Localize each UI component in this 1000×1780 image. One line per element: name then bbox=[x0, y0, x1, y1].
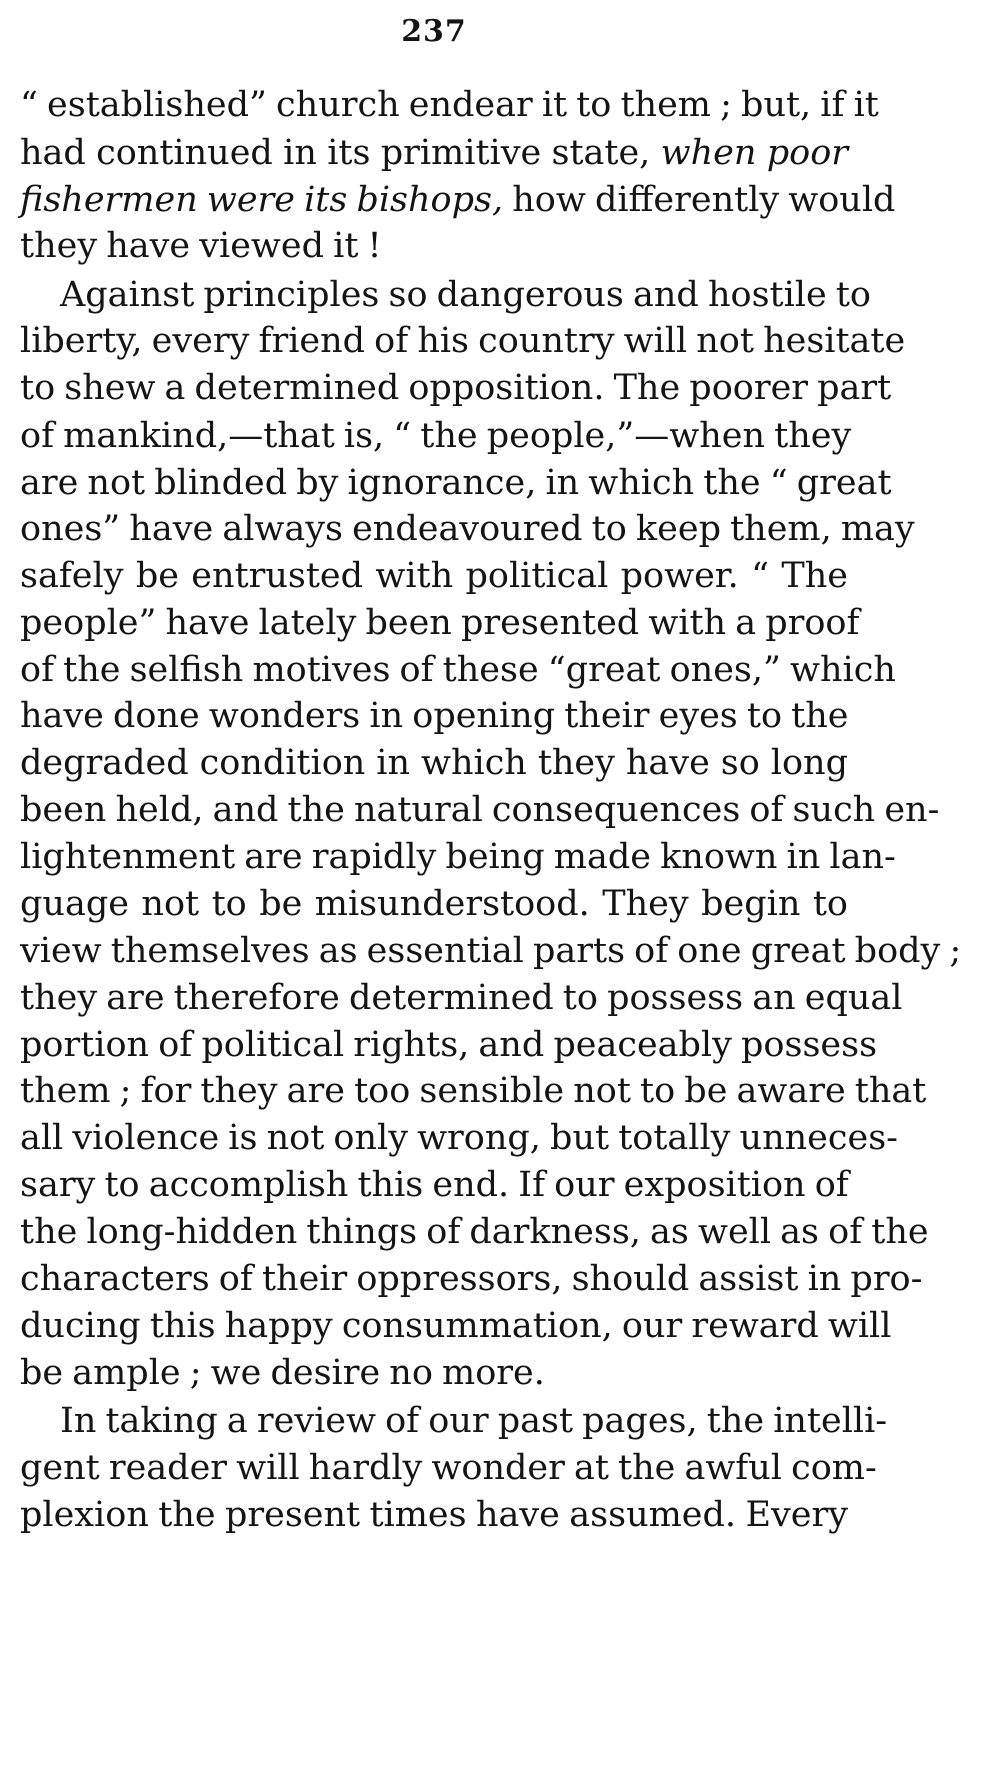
text-line: have done wonders in opening their eyes to the bbox=[20, 696, 849, 736]
text-line: to shew a determined opposition. The poorer part bbox=[20, 368, 892, 408]
page-number: 237 bbox=[401, 14, 467, 49]
text-line: lightenment are rapidly being made known in lan- bbox=[20, 837, 896, 877]
text-line: ducing this happy consummation, our reward will bbox=[20, 1306, 892, 1346]
text-line: portion of political rights, and peaceably possess bbox=[20, 1025, 878, 1065]
text-line: of the selfish motives of these “great ones,” which bbox=[20, 650, 896, 690]
text-line: guage not to be misunderstood. They begin to bbox=[20, 884, 848, 924]
text-line: safely be entrusted with political power. “ The bbox=[20, 556, 848, 596]
text-line: liberty, every friend of his country will not hesitate bbox=[20, 321, 906, 361]
book-page bbox=[20, 0, 962, 1780]
text-line: are not blinded by ignorance, in which the “ great bbox=[20, 463, 892, 503]
text-line: been held, and the natural consequences of such en- bbox=[20, 790, 940, 830]
text-line: Against principles so dangerous and hostile to bbox=[60, 275, 871, 315]
text-line: “ established” church endear it to them ; but, if it bbox=[20, 85, 879, 125]
text-line: they have viewed it ! bbox=[20, 226, 382, 266]
text-line: view themselves as essential parts of one great body ; bbox=[20, 931, 962, 971]
text-line: plexion the present times have assumed. Every bbox=[20, 1495, 848, 1535]
text-line: them ; for they are too sensible not to be aware that bbox=[20, 1071, 927, 1111]
text-line: had continued in its primitive state, when poor bbox=[20, 133, 848, 173]
text-line: degraded condition in which they have so long bbox=[20, 743, 848, 783]
text-line: In taking a review of our past pages, the intelli- bbox=[60, 1401, 888, 1441]
text-line: gent reader will hardly wonder at the awful com- bbox=[20, 1448, 877, 1488]
text-line: be ample ; we desire no more. bbox=[20, 1353, 545, 1393]
text-line: they are therefore determined to possess an equal bbox=[20, 978, 903, 1018]
text-line: sary to accomplish this end. If our exposition of bbox=[20, 1165, 849, 1205]
text-line: of mankind,—that is, “ the people,”—when they bbox=[20, 416, 852, 456]
text-line: all violence is not only wrong, but totally unneces- bbox=[20, 1118, 898, 1158]
text-line: ones” have always endeavoured to keep them, may bbox=[20, 509, 915, 549]
text-line: fishermen were its bishops, how differently would bbox=[20, 180, 896, 220]
text-line: the long-hidden things of darkness, as well as of the bbox=[20, 1212, 929, 1252]
text-line: people” have lately been presented with a proof bbox=[20, 603, 860, 643]
text-line: characters of their oppressors, should assist in pro- bbox=[20, 1259, 923, 1299]
